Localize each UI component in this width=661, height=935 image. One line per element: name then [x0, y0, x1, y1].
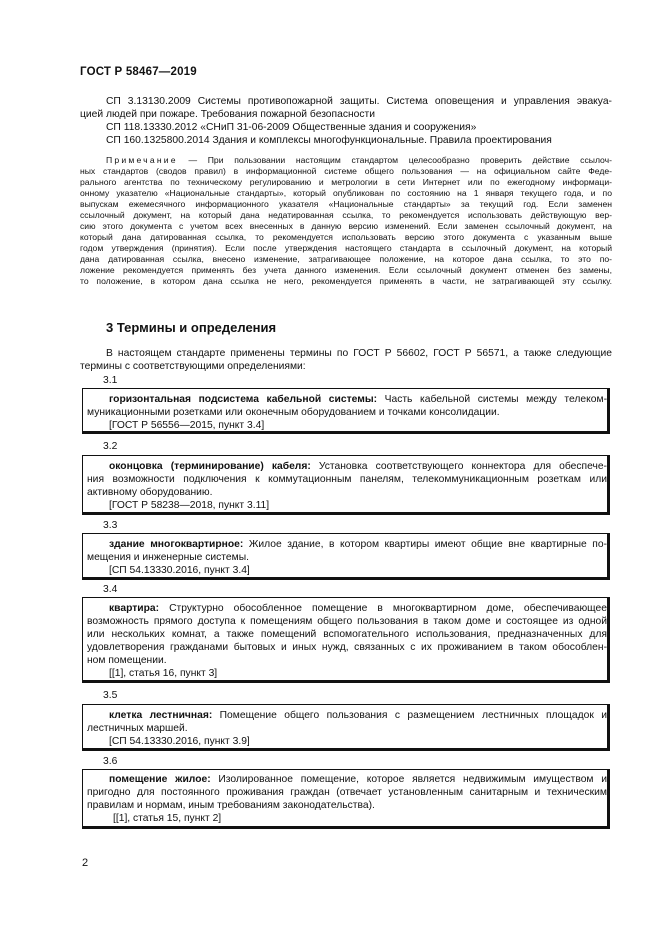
ref-line: СП 160.1325800.2014 Здания и комплексы многофункциональные. Правила проектирования [106, 135, 552, 146]
term-box [82, 704, 610, 751]
term-source: [СП 54.13330.2016, пункт 3.9] [109, 736, 250, 747]
term-definition-line: квартира: Структурно обособленное помещение в многоквартирном доме, обеспечивающее [109, 603, 607, 614]
note-line: онному указателю «Национальные стандарты», который опубликован по состоянию на 1 января текущего года, и по [80, 188, 612, 198]
term-box [82, 533, 610, 580]
term-name: клетка лестничная: [109, 710, 213, 721]
note-line: годом утверждения (принятия). Если после утверждения настоящего стандарта в ссылочный документ, на который [80, 243, 612, 253]
term-number: 3.3 [103, 520, 118, 531]
note-first-line: Примечание — При пользовании настоящим стандартом целесообразно проверить действие ссылоч- [106, 155, 612, 165]
term-definition-line: горизонтальная подсистема кабельной системы: Часть кабельной системы между телеком- [109, 394, 607, 405]
term-definition-line: помещение жилое: Изолированное помещение, которое является недвижимым имуществом и [109, 774, 608, 785]
document-header: ГОСТ Р 58467—2019 [80, 66, 197, 78]
term-name: оконцовка (терминирование) кабеля: [109, 461, 311, 472]
term-definition-line: пригодно для постоянного проживания граждан (отвечает установленным санитарным и техническим [87, 787, 607, 798]
term-definition-line: удовлетворения гражданами бытовых и иных нужд, связанных с их проживанием в таком обособлен- [87, 642, 607, 653]
note-label: Примечание [106, 155, 178, 165]
term-definition-line: муникационными розетками или оконечным оборудованием и точками консолидации. [87, 407, 500, 418]
term-definition-line: лестничных маршей. [87, 723, 188, 734]
note-line: ложение рекомендуется применять без учета данного изменения. Если ссылочный документ отменен без замены, [80, 265, 612, 275]
term-definition-line: здание многоквартирное: Жилое здание, в котором квартиры имеют общие вне квартирные по- [109, 539, 607, 550]
term-name: горизонтальная подсистема кабельной системы: [109, 394, 378, 405]
note-line: ссылочный документ, на который дана недатированная ссылка, то рекомендуется использовать действующую вер- [80, 210, 612, 220]
term-number: 3.4 [103, 584, 118, 595]
section-intro: В настоящем стандарте применены термины по ГОСТ Р 56602, ГОСТ Р 56571, а также следующие [106, 348, 612, 359]
term-box [82, 769, 610, 829]
term-box [82, 455, 610, 515]
term-source: [ГОСТ Р 58238—2018, пункт 3.11] [109, 500, 270, 511]
term-source: [[1], статья 16, пункт 3] [109, 668, 218, 679]
note-line: то положение, в котором дана ссылка не него, рекомендуется применять в части, не затрагивающей эту ссылку. [80, 276, 612, 286]
term-definition-line: активному оборудованию. [87, 487, 213, 498]
term-box [82, 597, 610, 683]
note-line: ных стандартов (сводов правил) в информационной системе общего пользования — на официальном сайте Феде- [80, 166, 612, 176]
note-line: рального агентства по техническому регулированию и метрологии в сети Интернет или по ежегодному информаци- [80, 177, 612, 187]
term-number: 3.6 [103, 756, 118, 767]
term-definition-line: правилам и нормам, иным требованиям законодательства). [87, 800, 375, 811]
term-definition-line: ния возможности подключения к коммутационным панелям, телекоммуникационным розеткам или [87, 474, 607, 485]
term-source: [СП 54.13330.2016, пункт 3.4] [109, 565, 250, 576]
ref-line: СП 118.13330.2012 «СНиП 31-06-2009 Общественные здания и сооружения» [106, 122, 477, 133]
section-title: 3 Термины и определения [106, 320, 277, 335]
note-line: который дана датированная ссылка, то рекомендуется использовать версию этого документа с указанным выше [80, 232, 612, 242]
term-number: 3.2 [103, 441, 118, 452]
term-definition-line: клетка лестничная: Помещение общего пользования с размещением лестничных площадок и [109, 710, 607, 721]
term-name: квартира: [109, 603, 160, 614]
term-definition-line: возможность прямого доступа к помещениям общего пользования в таком доме и состоящее из одной [87, 616, 607, 627]
term-definition-line: оконцовка (терминирование) кабеля: Установка соответствующего коннектора для обеспече- [109, 461, 607, 472]
term-name: здание многоквартирное: [109, 539, 244, 550]
term-number: 3.5 [103, 690, 118, 701]
term-box [82, 388, 610, 434]
term-definition-line: мещения и инженерные системы. [87, 552, 249, 563]
note-line: выпускам ежемесячного информационного указателя «Национальные стандарты» за текущий год. Если заменен [80, 199, 612, 209]
ref-line: цией людей при пожаре. Требования пожарной безопасности [80, 109, 376, 120]
term-source: [ГОСТ Р 56556—2015, пункт 3.4] [109, 420, 265, 431]
page-number: 2 [82, 857, 89, 869]
term-definition-line: ном помещении. [87, 655, 167, 666]
term-definition-line: или нескольких комнат, а также помещений вспомогательного использования, предназначенных для [87, 629, 607, 640]
note-line: сию этого документа с учетом всех внесенных в данную версию изменений. Если заменен ссылочный документ, на [80, 221, 612, 231]
section-intro: термины с соответствующими определениями: [80, 361, 306, 372]
ref-line: СП 3.13130.2009 Системы противопожарной защиты. Система оповещения и управления эвакуа- [106, 96, 612, 107]
term-name: помещение жилое: [109, 774, 211, 785]
term-source: [[1], статья 15, пункт 2] [113, 813, 222, 824]
note-line: дана датированная ссылка, внесено изменение, затрагивающее положение, на которое дана ссылка, то это по- [80, 254, 612, 264]
term-number: 3.1 [103, 375, 118, 386]
